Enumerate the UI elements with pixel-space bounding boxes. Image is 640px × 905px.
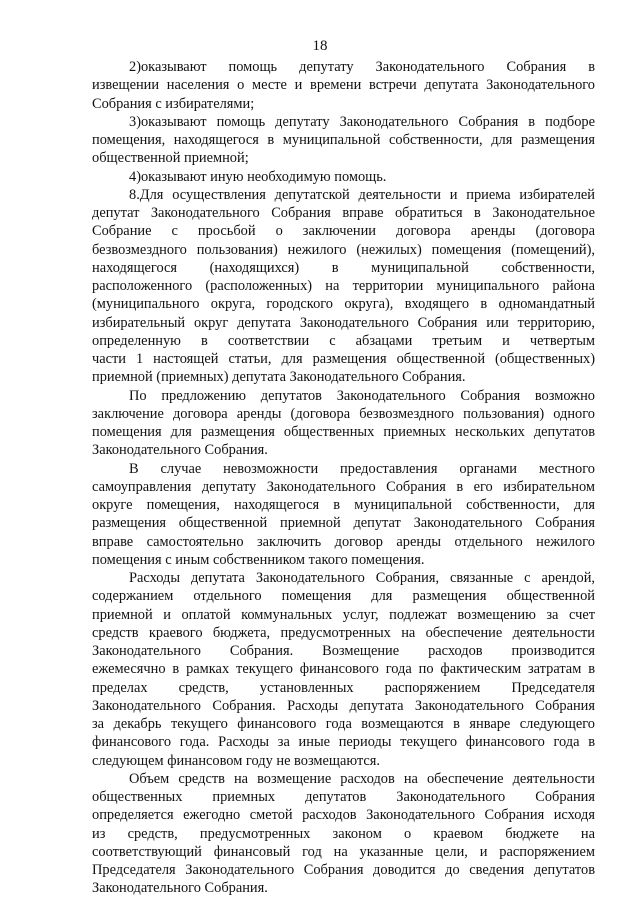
text-line: расположенного (расположенных) на территории муниципального района <box>92 278 595 294</box>
text-line: приемной и оплатой коммунальных услуг, подлежат возмещению за счет <box>92 606 595 623</box>
paragraph-proposal <box>92 387 595 460</box>
text-line: Председателя Законодательного Собрания доводится до сведения депутатов <box>92 862 595 878</box>
text-line: части 1 настоящей статьи, для размещения общественной (общественных) <box>92 351 595 367</box>
text-line: пределах средств, установленных распоряжением Председателя <box>92 679 595 696</box>
text-line: избирательный округ депутата Законодательного Собрания или территорию, <box>92 314 595 331</box>
paragraph-item-3 <box>92 113 595 168</box>
paragraph-item-4 <box>92 168 595 186</box>
text-line: определенную в соответствии с абзацами третьим и четвертым <box>92 332 595 349</box>
text-line: Собрания с избирателями; <box>92 95 255 112</box>
text-line: Собрание с просьбой о заключении договора аренды (договора <box>92 223 595 240</box>
text-line: 3)оказывают помощь депутату Законодательного Собрания в подборе <box>129 113 595 130</box>
text-line: депутат Законодательного Собрания вправе обратиться в Законодательное <box>92 205 595 221</box>
text-line: самоуправления депутату Законодательного Собрания в его избирательном <box>92 478 595 495</box>
text-line: находящегося (находящихся) в муниципальной собственности, <box>92 259 595 276</box>
paragraph-impossible <box>92 460 595 570</box>
text-line: 2)оказывают помощь депутату Законодательного Собрания в <box>129 59 595 75</box>
text-line: Расходы депутата Законодательного Собрания, связанные с арендой, <box>129 570 595 586</box>
text-line: Законодательного Собрания. Расходы депутата Законодательного Собрания <box>92 697 595 714</box>
text-line: общественных приемных депутатов Законодательного Собрания <box>92 789 595 805</box>
text-line: помещения, находящегося в муниципальной собственности, для размещения <box>92 132 595 148</box>
text-line: помещения для размещения общественных приемных нескольких депутатов <box>92 424 595 440</box>
text-line: общественной приемной; <box>92 150 249 167</box>
text-line: 4)оказывают иную необходимую помощь. <box>129 168 387 185</box>
page-number: 18 <box>312 38 328 54</box>
text-line: вправе самостоятельно заключить договор аренды отдельного нежилого <box>92 533 595 550</box>
text-line: округе помещения, находящегося в муниципальной собственности, для <box>92 497 595 513</box>
text-line: извещении населения о месте и времени встречи депутата Законодательного <box>92 77 595 94</box>
text-line: определяется ежегодно сметой расходов Законодательного Собрания исходя <box>92 807 595 824</box>
text-line: следующем финансовом году не возмещаются. <box>92 752 381 769</box>
text-line: за декабрь текущего финансового года возмещаются в январе следующего <box>92 716 595 732</box>
text-line: 8.Для осуществления депутатской деятельности и приема избирателей <box>129 186 595 203</box>
text-line: ежемесячно в рамках текущего финансового года по фактическим затратам в <box>92 661 595 678</box>
text-line: средств краевого бюджета, предусмотренных на обеспечение деятельности <box>92 624 595 641</box>
text-line: По предложению депутатов Законодательного Собрания возможно <box>129 387 595 404</box>
text-line: В случае невозможности предоставления органами местного <box>129 460 595 477</box>
text-line: из средств, предусмотренных законом о краевом бюджете на <box>92 825 595 842</box>
text-line: заключение договора аренды (договора безвозмездного пользования) одного <box>92 405 595 422</box>
text-line: содержанием отдельного помещения для размещения общественной <box>92 588 595 605</box>
text-line: финансового года. Расходы за иные периоды текущего финансового года в <box>92 734 595 751</box>
text-line: размещения общественной приемной депутат Законодательного Собрания <box>92 515 595 532</box>
paragraph-item-8 <box>92 186 595 387</box>
text-line: безвозмездного пользования) нежилого (нежилых) помещения (помещений), <box>92 241 595 258</box>
text-line: помещения с иным собственником такого помещения. <box>92 551 425 568</box>
text-line: (муниципального округа, городского округа), входящего в одномандатный <box>92 296 595 313</box>
paragraph-item-2 <box>92 58 595 113</box>
text-line: Законодательного Собрания. Возмещение расходов производится <box>92 643 595 659</box>
text-line: соответствующий финансовый год на указанные цели, и распоряжением <box>92 843 595 860</box>
text-line: Законодательного Собрания. <box>92 442 268 459</box>
text-line: приемной (приемных) депутата Законодательного Собрания. <box>92 369 466 386</box>
text-line: Объем средств на возмещение расходов на обеспечение деятельности <box>129 770 595 787</box>
document-body <box>92 58 595 898</box>
text-line: Законодательного Собрания. <box>92 880 268 897</box>
paragraph-volume <box>92 770 595 898</box>
paragraph-expenses <box>92 569 595 770</box>
